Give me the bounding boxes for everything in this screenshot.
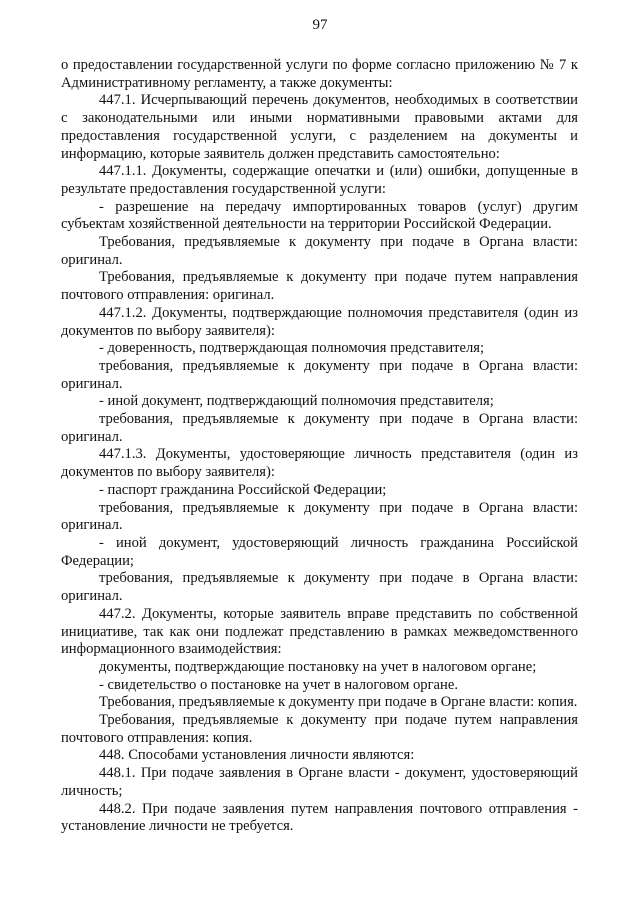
- paragraph: Требования, предъявляемые к документу при подаче в Органа власти: оригинал.: [61, 234, 578, 268]
- paragraph: - доверенность, подтверждающая полномочия представителя;: [99, 340, 485, 357]
- paragraph: - иной документ, удостоверяющий личность гражданина Российской Федерации;: [61, 534, 578, 569]
- paragraph: 447.1.2. Документы, подтверждающие полномочия представителя (один из документов по выбору заявителя):: [61, 304, 578, 339]
- paragraph: 448.1. При подаче заявления в Органе власти - документ, удостоверяющий личность;: [61, 765, 578, 799]
- page-number: 97: [312, 17, 328, 33]
- paragraph: 447.2. Документы, которые заявитель вправе представить по собственной инициативе, так как они подлежат представлению в рамках межведомственного информационного взаимодействия:: [61, 605, 578, 658]
- paragraph: - паспорт гражданина Российской Федерации;: [99, 481, 387, 498]
- paragraph: Требования, предъявляемые к документу при подаче путем направления почтового отправления: копия.: [61, 712, 578, 746]
- paragraph: Требования, предъявляемые к документу при подаче в Органе власти: копия.: [99, 694, 578, 711]
- paragraph: 448.2. При подаче заявления путем направления почтового отправления - установление личности не требуется.: [61, 800, 578, 835]
- paragraph: 448. Способами установления личности являются:: [99, 747, 415, 764]
- paragraph: о предоставлении государственной услуги по форме согласно приложению № 7 к Административному регламенту, а также документы:: [61, 57, 578, 91]
- paragraph: - разрешение на передачу импортированных товаров (услуг) другим субъектам хозяйственной деятельности на территории Российской Федерации.: [61, 198, 578, 233]
- paragraph: Требования, предъявляемые к документу при подаче путем направления почтового отправления: оригинал.: [61, 269, 578, 304]
- paragraph: требования, предъявляемые к документу при подаче в Органа власти: оригинал.: [61, 499, 578, 534]
- paragraph: требования, предъявляемые к документу при подаче в Органа власти: оригинал.: [61, 570, 578, 605]
- paragraph: 447.1. Исчерпывающий перечень документов, необходимых в соответствии с законодательными или иными нормативными правовыми актами для предоставления государственной услуги, с разделением на документы и информацию, которые заявитель должен представить самостоятельно:: [61, 92, 578, 162]
- document-body: [61, 57, 578, 836]
- paragraph: 447.1.1. Документы, содержащие опечатки и (или) ошибки, допущенные в результате предоставления государственной услуги:: [61, 163, 578, 197]
- paragraph: 447.1.3. Документы, удостоверяющие личность представителя (один из документов по выбору заявителя):: [61, 446, 578, 481]
- paragraph: - иной документ, подтверждающий полномочия представителя;: [99, 393, 494, 410]
- paragraph: требования, предъявляемые к документу при подаче в Органа власти: оригинал.: [61, 357, 578, 392]
- paragraph: требования, предъявляемые к документу при подаче в Органа власти: оригинал.: [61, 411, 578, 445]
- paragraph: - свидетельство о постановке на учет в налоговом органе.: [99, 676, 458, 693]
- paragraph: документы, подтверждающие постановку на учет в налоговом органе;: [99, 658, 537, 675]
